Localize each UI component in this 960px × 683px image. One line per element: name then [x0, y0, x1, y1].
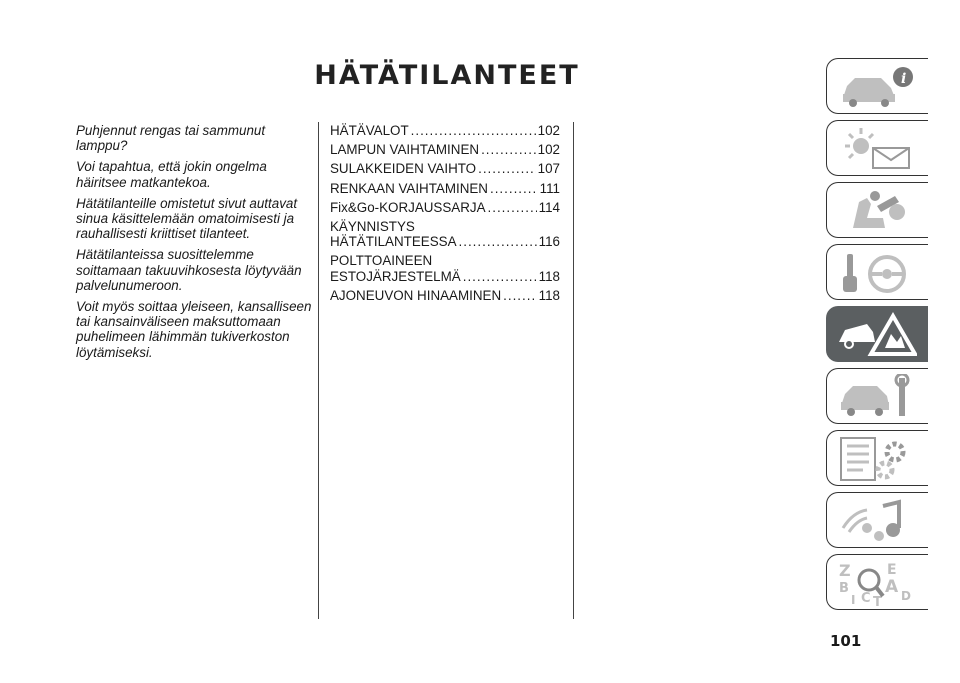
- index-letter: I: [851, 593, 856, 606]
- intro-text: [76, 123, 314, 366]
- intro-paragraph: Hätätilanteille omistetut sivut auttavat sinua käsittelemään omatoimisesti ja rauhallisesti kriittiset tilanteet.: [76, 195, 298, 242]
- toc-dot-leader: [503, 288, 537, 303]
- seat-airbag-icon: [837, 188, 917, 234]
- toc-item-label: HÄTÄVALOT: [330, 123, 409, 138]
- toc-item-label: SULAKKEIDEN VAIHTO: [330, 161, 477, 177]
- toc-dot-leader: [481, 142, 536, 157]
- index-letter: C: [861, 591, 871, 606]
- index-letter: D: [901, 589, 911, 603]
- toc-item-page: 118: [538, 268, 560, 284]
- key-steering-wheel-icon: [837, 250, 917, 296]
- toc-dot-leader: [478, 161, 536, 176]
- toc-item-towing[interactable]: [330, 288, 560, 303]
- chapter-tab-car-info[interactable]: [826, 58, 928, 114]
- toc-item-label: LAMPUN VAIHTAMINEN: [330, 142, 480, 158]
- chapter-tab-specifications[interactable]: [826, 430, 928, 486]
- toc-dot-leader: [490, 181, 538, 196]
- chapter-tab-warning-lights[interactable]: [826, 120, 928, 176]
- chapter-tab-starting-driving[interactable]: [826, 244, 928, 300]
- toc-dot-leader: [488, 200, 537, 215]
- chapter-tab-index[interactable]: [826, 554, 928, 610]
- chapter-tab-maintenance[interactable]: [826, 368, 928, 424]
- toc-item-fuse-replacement[interactable]: [330, 161, 560, 176]
- alphabetical-index-icon: [837, 560, 917, 606]
- chapter-tab-safety[interactable]: [826, 182, 928, 238]
- warning-lights-message-icon: [837, 126, 917, 172]
- toc-item-fuel-cut-off[interactable]: [330, 253, 560, 283]
- toc-item-label: Fix&Go-KORJAUSSARJA: [330, 199, 486, 215]
- intro-paragraph: Hätätilanteissa suosittelemme soittamaan takuuvihkosesta löytyvään palvelunumeroon.: [76, 247, 302, 293]
- toc-item-page: 116: [538, 234, 560, 250]
- toc-item-emergency-start[interactable]: [330, 219, 560, 249]
- intro-paragraph: Puhjennut rengas tai sammunut lamppu?: [76, 123, 266, 154]
- toc-item-tyre-change[interactable]: [330, 181, 560, 196]
- car-info-icon: [837, 64, 917, 110]
- toc-item-label: KÄYNNISTYS HÄTÄTILANTEESSA: [330, 219, 457, 250]
- toc-item-page: 102: [537, 142, 560, 158]
- toc-dot-leader: [411, 123, 536, 138]
- toc-item-hazard-lights[interactable]: [330, 123, 560, 138]
- toc-item-label: AJONEUVON HINAAMINEN: [330, 287, 502, 303]
- toc-item-fix-and-go-kit[interactable]: [330, 200, 560, 215]
- toc-item-page: 102: [537, 123, 560, 138]
- specifications-gear-icon: [837, 436, 917, 482]
- intro-paragraph: Voi tapahtua, että jokin ongelma häiritsee matkantekoa.: [76, 159, 267, 190]
- toc-item-page: 107: [537, 161, 560, 177]
- page-number: 101: [830, 632, 862, 650]
- table-of-contents: [330, 123, 560, 307]
- column-divider-right: [573, 122, 574, 619]
- index-letter: T: [873, 595, 882, 606]
- multimedia-music-icon: [837, 498, 917, 544]
- toc-dot-leader: [463, 269, 537, 284]
- toc-item-bulb-replacement[interactable]: [330, 142, 560, 157]
- toc-item-page: 114: [538, 199, 560, 215]
- index-letter: E: [887, 562, 897, 578]
- toc-dot-leader: [459, 234, 537, 249]
- index-letter: A: [885, 577, 899, 597]
- svg-text:i: i: [901, 71, 907, 87]
- index-letter: Z: [839, 561, 851, 580]
- chapter-tab-emergencies[interactable]: [826, 306, 928, 362]
- toc-item-page: 111: [539, 180, 560, 196]
- page-title: HÄTÄTILANTEET: [314, 60, 580, 91]
- column-divider-left: [318, 122, 319, 619]
- car-breakdown-warning-icon: [837, 312, 917, 358]
- toc-item-label: POLTTOAINEEN ESTOJÄRJESTELMÄ: [330, 253, 461, 284]
- intro-paragraph: Voit myös soittaa yleiseen, kansalliseen tai kansainväliseen maksuttomaan puhelimeen lähimmän tukiverkoston löytämiseksi.: [76, 299, 312, 360]
- car-maintenance-tools-icon: [837, 374, 917, 420]
- toc-item-page: 118: [538, 287, 560, 303]
- toc-item-label: RENKAAN VAIHTAMINEN: [330, 180, 488, 196]
- chapter-tab-multimedia[interactable]: [826, 492, 928, 548]
- index-letter: B: [839, 581, 849, 596]
